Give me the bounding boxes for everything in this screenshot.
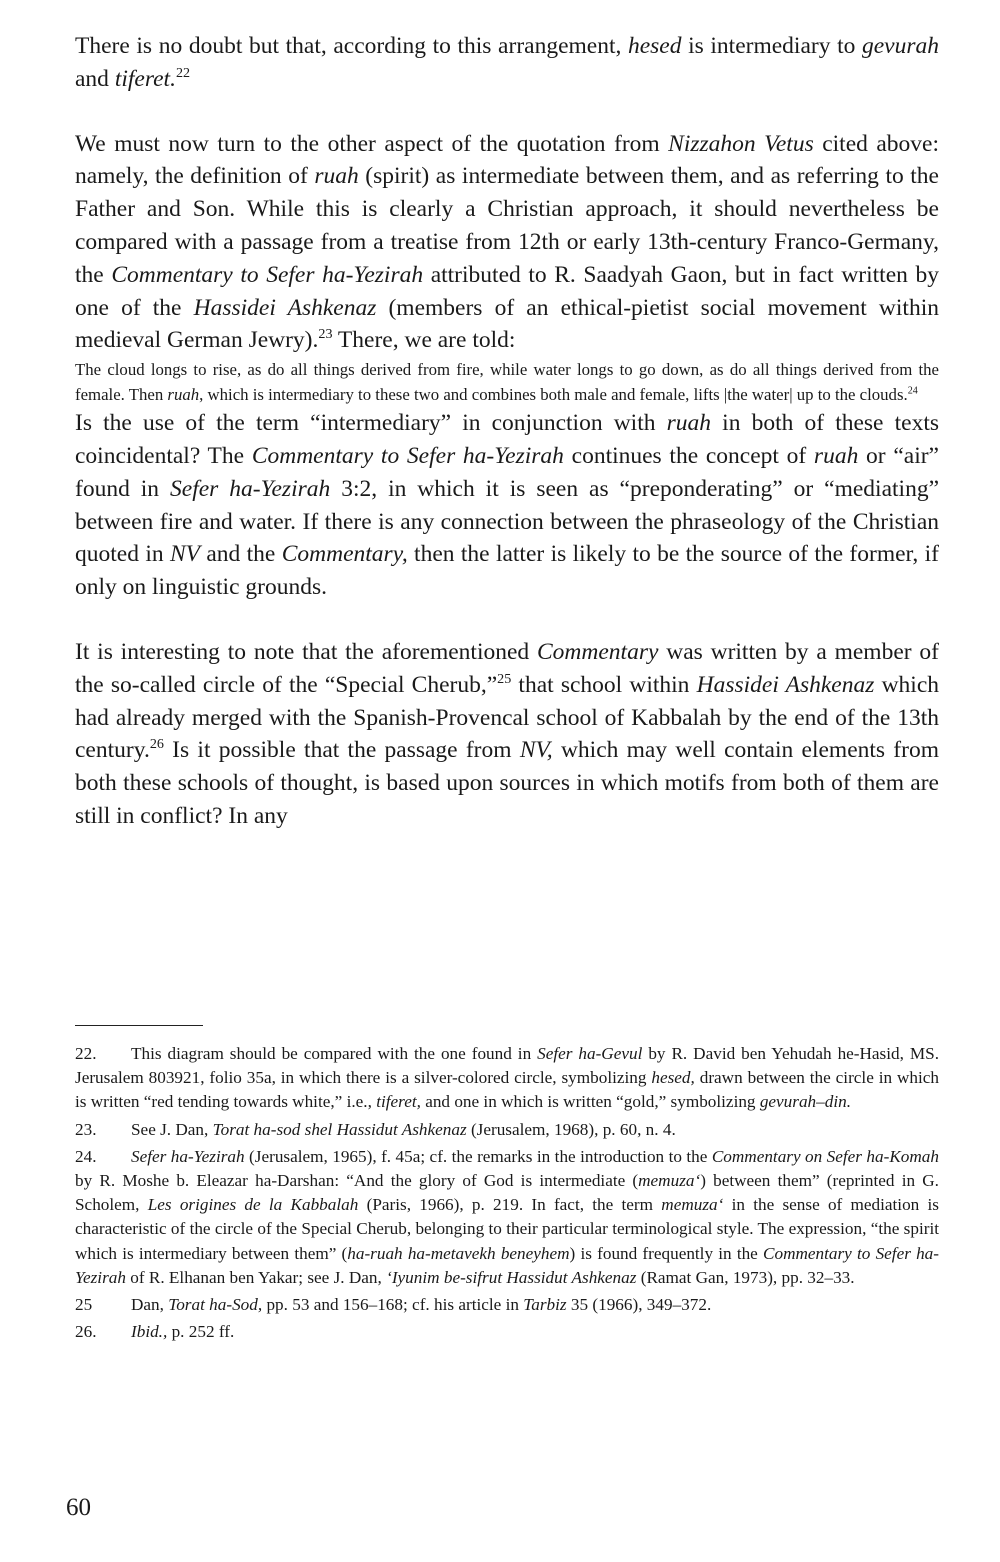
text: , which is intermediary to these two and combines both male and female, lifts |the water| up to the clouds. bbox=[199, 385, 908, 405]
text: It is interesting to note that the aforementioned bbox=[75, 638, 537, 665]
italic-term: NV bbox=[169, 541, 200, 568]
footnote-ref: 23 bbox=[318, 326, 333, 343]
paragraph bbox=[75, 407, 939, 604]
italic-term: Sefer ha-Yezirah bbox=[131, 1146, 245, 1166]
italic-term: Commentary to Sefer ha-Yezirah bbox=[111, 261, 424, 288]
italic-term: ruah bbox=[813, 442, 859, 469]
footnote-23 bbox=[75, 1118, 939, 1142]
italic-term: Torat ha-Sod, bbox=[168, 1295, 263, 1315]
text: of R. Elhanan ben Yakar; see J. Dan, bbox=[125, 1267, 387, 1287]
italic-term: memuza‘ bbox=[661, 1195, 724, 1215]
italic-term: ha-ruah ha-metavekh beneyhem bbox=[347, 1243, 570, 1263]
italic-term: NV, bbox=[519, 737, 553, 764]
text: Dan, bbox=[131, 1295, 169, 1315]
footnote-25 bbox=[75, 1293, 939, 1317]
text: (Jerusalem, 1965), f. 45a; cf. the remarks in the introduction to the bbox=[244, 1146, 712, 1166]
text: and the bbox=[200, 541, 282, 568]
text: (Jerusalem, 1968), p. 60, n. 4. bbox=[466, 1119, 676, 1139]
paragraph bbox=[75, 128, 939, 358]
main-text bbox=[75, 30, 939, 833]
italic-term: ruah bbox=[666, 410, 712, 437]
paragraph bbox=[75, 636, 939, 833]
italic-term: Commentary to Sefer ha-Yezirah bbox=[75, 1243, 939, 1287]
paragraph bbox=[75, 30, 939, 96]
text: (members of an ethical-pietist social movement within medieval German Jewry). bbox=[75, 294, 939, 354]
italic-term: Les origines de la Kabbalah bbox=[147, 1195, 359, 1215]
text: (spirit) as intermediate between them, and as referring to the Father and Son. While this is clearly a Christian approach, it should nevertheless be compared with a passage from a treatise from 12th or early 13th-century Franco-Germany, the bbox=[75, 163, 939, 288]
italic-term: Sefer ha-Gevul bbox=[537, 1044, 643, 1063]
text: There is no doubt but that, according to this arrangement, bbox=[75, 33, 628, 59]
text: 35 (1966), 349–372. bbox=[566, 1295, 712, 1315]
italic-term: hesed bbox=[627, 33, 682, 59]
text: in the sense of mediation is characteristic of the circle of the Special Cherub, belonging to their particular terminological style. The expression, “the spirit which is intermediary between them” ( bbox=[75, 1195, 939, 1263]
italic-term: Commentary bbox=[537, 638, 659, 665]
text: attributed to R. Saadyah Gaon, but in fact written by one of the bbox=[75, 261, 939, 321]
footnote-ref: 26 bbox=[149, 736, 164, 753]
footnote-26 bbox=[75, 1320, 939, 1344]
footnote-number: 22. bbox=[75, 1044, 97, 1063]
italic-term: ruah bbox=[167, 385, 200, 405]
italic-term: Nizzahon Vetus bbox=[668, 130, 814, 157]
text: ) between them” (reprinted in G. Scholem, bbox=[75, 1171, 939, 1215]
italic-term: Tarbiz bbox=[523, 1295, 567, 1315]
text: which had already merged with the Spanish-Provencal school of Kabbalah by the end of the 13th century. bbox=[75, 671, 939, 764]
text: Is the use of the term “intermediary” in conjunction with bbox=[75, 410, 667, 437]
text: p. 252 ff. bbox=[167, 1322, 235, 1342]
italic-term: Torat ha-sod shel Hassidut Ashkenaz bbox=[212, 1119, 467, 1139]
footnote-ref: 25 bbox=[497, 670, 512, 687]
text: and one in which is written “gold,” symbolizing bbox=[420, 1092, 760, 1112]
text: and bbox=[75, 65, 115, 92]
text: We must now turn to the other aspect of the quotation from bbox=[75, 130, 669, 157]
text: There, we are told: bbox=[332, 327, 516, 354]
italic-term: Hassidei Ashkenaz bbox=[193, 294, 377, 321]
block-quote bbox=[75, 357, 939, 407]
italic-term: Ibid., bbox=[131, 1322, 168, 1342]
text: is intermediary to bbox=[681, 33, 862, 59]
text: continues the concept of bbox=[563, 442, 814, 469]
text: then the latter is likely to be the source of the former, if only on linguistic grounds. bbox=[75, 541, 939, 601]
footnote-ref: 24 bbox=[907, 385, 918, 397]
footnote-divider bbox=[75, 1025, 203, 1026]
footnote-ref: 22 bbox=[175, 64, 191, 81]
italic-term: tiferet, bbox=[376, 1092, 421, 1112]
italic-term: Commentary on Sefer ha-Komah bbox=[711, 1146, 939, 1166]
text: (Ramat Gan, 1973), pp. 32–33. bbox=[636, 1267, 855, 1287]
italic-term: gevurah bbox=[861, 33, 939, 59]
text: was written by a member of the so-called circle of the “Special Cherub,” bbox=[75, 638, 939, 698]
text: in both of these texts coincidental? The bbox=[75, 410, 940, 469]
italic-term: Sefer ha-Yezirah bbox=[170, 475, 331, 502]
footnotes bbox=[75, 1042, 939, 1347]
italic-term: ruah bbox=[314, 163, 359, 190]
text: cited above: namely, the definition of bbox=[75, 130, 939, 190]
italic-term: Commentary, bbox=[281, 541, 408, 568]
text: This diagram should be compared with the one found in bbox=[131, 1044, 538, 1063]
italic-term: Commentary to Sefer ha-Yezirah bbox=[251, 442, 564, 469]
text: 3:2, in which it is seen as “preponderating” or “mediating” between fire and water. If there is any connection between the phraseology of the Christian quoted in bbox=[75, 475, 939, 568]
footnote-number: 24. bbox=[75, 1146, 97, 1166]
text: pp. 53 and 156–168; cf. his article in bbox=[262, 1295, 524, 1315]
footnote-22 bbox=[75, 1042, 939, 1115]
text: or “air” found in bbox=[75, 442, 939, 502]
italic-term: hesed, bbox=[651, 1068, 695, 1088]
text: (Paris, 1966), p. 219. In fact, the term bbox=[358, 1195, 662, 1215]
italic-term: gevurah–din. bbox=[759, 1092, 852, 1112]
italic-term: ‘Iyunim be-sifrut Hassidut Ashkenaz bbox=[386, 1267, 637, 1287]
text: The cloud longs to rise, as do all things derived from fire, while water longs to go down, as do all things derived from the female. Then bbox=[75, 360, 939, 405]
italic-term: memuza‘ bbox=[638, 1171, 701, 1191]
text: by R. Moshe b. Eleazar ha-Darshan: “And the glory of God is intermediate ( bbox=[75, 1171, 639, 1191]
italic-term: tiferet. bbox=[114, 65, 176, 92]
text: which may well contain elements from both these schools of thought, is based upon sources in which motifs from both of them are still in conflict? In any bbox=[75, 737, 939, 829]
text: ) is found frequently in the bbox=[569, 1243, 764, 1263]
footnote-number: 23. bbox=[75, 1119, 97, 1139]
footnote-24 bbox=[75, 1145, 939, 1290]
text: Is it possible that the passage from bbox=[163, 737, 520, 764]
text: See J. Dan, bbox=[131, 1119, 213, 1139]
page-number: 60 bbox=[66, 1494, 91, 1521]
footnote-number: 26. bbox=[75, 1322, 97, 1342]
text: by R. David ben Yehudah he-Hasid, MS. Jerusalem 803921, folio 35a, in which there is a silver-colored circle, symbolizing bbox=[75, 1044, 940, 1088]
italic-term: Hassidei Ashkenaz bbox=[696, 671, 875, 698]
text: that school within bbox=[511, 671, 697, 698]
text: drawn between the circle in which is written “red tending towards white,” i.e., bbox=[75, 1068, 940, 1112]
footnote-number: 25 bbox=[75, 1295, 93, 1315]
